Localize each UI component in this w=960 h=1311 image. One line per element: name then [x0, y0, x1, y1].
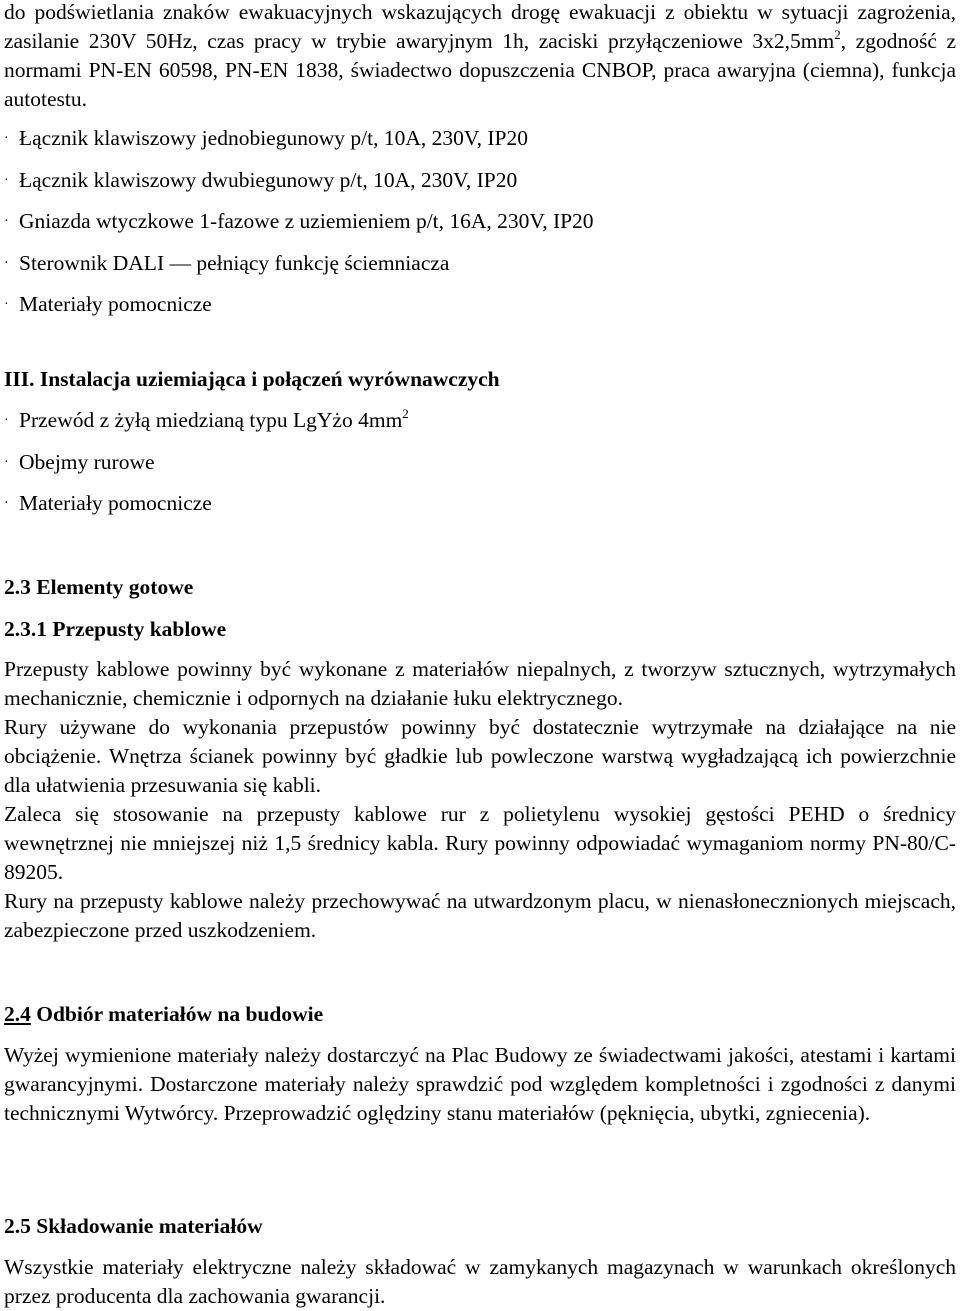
list-item	[4, 123, 944, 165]
list-item	[4, 405, 944, 447]
section-heading-iii: III. Instalacja uziemiająca i połączeń wyrównawczych	[4, 367, 500, 391]
intro-text-part1: do podświetlania znaków ewakuacyjnych wskazujących drogę ewakuacji z obiektu w sytuacji zagrożenia, zasilanie 230V 50Hz, czas pracy w trybie awaryjnym 1h, zaciski przyłączeniowe 3x2,5mm	[4, 0, 956, 53]
list-item-text: Materiały pomocnicze	[19, 292, 212, 316]
list-item	[4, 289, 944, 331]
intro-paragraph	[4, 0, 956, 114]
intro-superscript: 2	[834, 27, 841, 42]
storage-section-body	[4, 1253, 956, 1311]
equipment-list	[4, 123, 944, 331]
intro-text-part2: , zgodność z normami PN-EN 60598, PN-EN 1838, świadectwo dopuszczenia CNBOP, praca awaryjna (ciemna), funkcja autotestu.	[4, 29, 956, 111]
list-item-text: Łącznik klawiszowy jednobiegunowy p/t, 10A, 230V, IP20	[19, 126, 528, 150]
section-heading-2-3-1: 2.3.1 Przepusty kablowe	[4, 617, 227, 641]
list-item-text: Przewód z żyłą miedzianą typu LgYżo 4mm	[19, 408, 403, 432]
section-number: 2.4	[4, 1002, 31, 1026]
list-item-text: Materiały pomocnicze	[19, 491, 212, 515]
paragraph: Wyżej wymienione materiały należy dostarczyć na Plac Budowy ze świadectwami jakości, atestami i kartami gwarancyjnymi. Dostarczone materiały należy sprawdzić pod względem kompletności i zgodności z danymi technicznymi Wytwórcy. Przeprowadzić oględziny stanu materiałów (pęknięcia, ubytki, zgniecenia).	[4, 1043, 956, 1125]
section-heading-2-5	[4, 1211, 263, 1241]
paragraph: Zaleca się stosowanie na przepusty kablowe rur z polietylenu wysokiej gęstości PEHD o średnicy wewnętrznej nie mniejszej niż 1,5 średnicy kabla. Rury powinny odpowiadać wymaganiom normy PN-80/C-89205.	[4, 802, 956, 884]
list-item	[4, 206, 944, 248]
bullet-icon: ·	[4, 214, 9, 229]
list-item-text: Obejmy rurowe	[19, 449, 155, 474]
list-item	[4, 248, 944, 290]
cable-ducts-section-body	[4, 655, 956, 945]
section-number: 2.5	[4, 1214, 31, 1238]
list-item	[4, 488, 944, 530]
bullet-icon: ·	[4, 255, 9, 271]
paragraph: Rury na przepusty kablowe należy przechowywać na utwardzonym placu, w nienasłonecznionych miejscach, zabezpieczone przed uszkodzeniem.	[4, 889, 956, 942]
paragraph: Rury używane do wykonania przepustów powinny być dostatecznie wytrzymałe na działające na nie obciążenie. Wnętrza ścianek powinny być gładkie lub powleczone warstwą wygładzającą ich powierzchnie dla ułatwienia przesuwania się kabli.	[4, 715, 956, 797]
list-item-text: Łącznik klawiszowy dwubiegunowy p/t, 10A, 230V, IP20	[19, 167, 518, 192]
bullet-icon: ·	[4, 496, 9, 511]
list-item-superscript: 2	[402, 406, 409, 421]
list-item	[4, 165, 944, 207]
list-item	[4, 447, 944, 489]
section-title: Odbiór materiałów na budowie	[30, 1002, 324, 1026]
acceptance-section-body	[4, 1041, 956, 1128]
list-item-text: Gniazda wtyczkowe 1-fazowe z uziemieniem p/t, 16A, 230V, IP20	[19, 209, 594, 233]
paragraph: Przepusty kablowe powinny być wykonane z materiałów niepalnych, z tworzyw sztucznych, wytrzymałych mechanicznie, chemicznie i odpornych na działanie łuku elektrycznego.	[4, 657, 956, 710]
grounding-list	[4, 405, 944, 530]
bullet-icon: ·	[4, 131, 9, 146]
list-item-text: Sterownik DALI — pełniący funkcję ściemniacza	[19, 250, 450, 275]
bullet-icon: ·	[4, 454, 9, 470]
bullet-icon: ·	[4, 172, 9, 188]
paragraph: Wszystkie materiały elektryczne należy składować w zamykanych magazynach w warunkach określonych przez producenta dla zachowania gwarancji.	[4, 1255, 956, 1308]
bullet-icon: ·	[4, 413, 9, 428]
section-title: Składowanie materiałów	[30, 1214, 263, 1238]
section-heading-2-4	[4, 999, 323, 1029]
section-heading-2-3: 2.3 Elementy gotowe	[4, 575, 194, 599]
bullet-icon: ·	[4, 297, 9, 312]
